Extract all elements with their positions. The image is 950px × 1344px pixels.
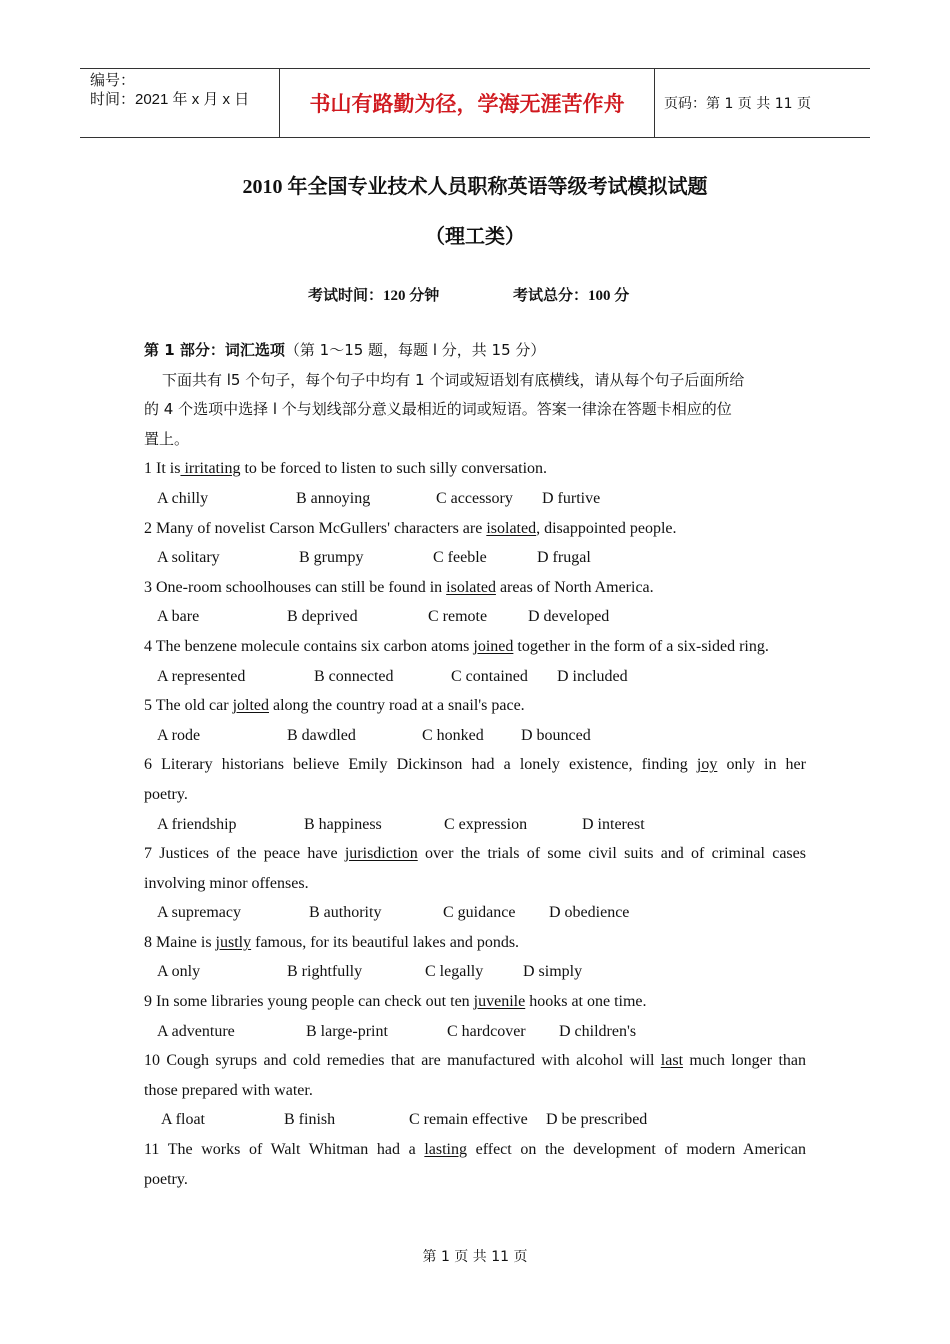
question-10 (144, 1046, 806, 1076)
id-label: 编号： (90, 72, 136, 89)
question-7 (144, 839, 806, 869)
underlined-word: isolated (446, 578, 496, 596)
page-footer: 第 1 页 共 11 页 (422, 1249, 528, 1265)
question-continuation: poetry. (144, 785, 188, 803)
question-8 (144, 928, 806, 958)
option-b: B rightfully (287, 963, 363, 981)
option-d: D developed (528, 608, 610, 626)
option-c: C legally (425, 963, 484, 981)
question-3 (144, 573, 806, 603)
option-d: D obedience (549, 904, 630, 922)
question-6 (144, 750, 806, 780)
option-c: C guidance (443, 904, 516, 922)
options-row (144, 810, 806, 840)
option-b: B large-print (306, 1022, 388, 1040)
question-5 (144, 691, 806, 721)
underlined-word: irritating (180, 460, 241, 478)
option-d: D included (557, 667, 628, 685)
question-text: 2 Many of novelist Carson McGullers' characters are (144, 519, 487, 537)
underlined-word: justly (215, 933, 252, 951)
document-header (80, 68, 870, 138)
option-a: A supremacy (157, 904, 241, 922)
options-row (144, 898, 806, 928)
question-text: 3 One-room schoolhouses can still be found in (144, 578, 447, 596)
option-b: B finish (284, 1111, 336, 1129)
option-b: B dawdled (287, 726, 356, 744)
header-page-info: 页码：第 1 页 共 11 页 (664, 96, 811, 112)
question-4 (144, 632, 806, 662)
question-continuation: those prepared with water. (144, 1081, 313, 1099)
option-c: C hardcover (447, 1022, 526, 1040)
section-heading: 第 1 部分：词汇选项 (144, 341, 285, 359)
underlined-word: lasting (424, 1141, 467, 1159)
underlined-word: jurisdiction (344, 845, 418, 863)
question-text: 4 The benzene molecule contains six carbon atoms (144, 637, 474, 655)
option-a: A chilly (157, 489, 209, 507)
question-text: 8 Maine is (144, 933, 216, 951)
option-d: D children's (559, 1022, 637, 1040)
instruction-line: 置上。 (144, 429, 190, 448)
option-d: D simply (523, 963, 583, 981)
option-b: B grumpy (299, 549, 364, 567)
underlined-word: juvenile (473, 993, 526, 1011)
option-c: C expression (444, 815, 528, 833)
underlined-word: isolated (486, 519, 537, 537)
question-text: 5 The old car (144, 697, 233, 715)
exam-score: 考试总分：100 分 (513, 288, 630, 304)
option-d: D be prescribed (546, 1111, 648, 1129)
option-a: A represented (157, 667, 246, 685)
option-d: D furtive (542, 489, 601, 507)
question-continuation: involving minor offenses. (144, 874, 309, 892)
option-c: C remote (428, 608, 488, 626)
question-text: 1 It is (144, 460, 181, 478)
options-row (144, 957, 806, 987)
option-b: B authority (309, 904, 382, 922)
options-row (144, 543, 806, 573)
options-row (144, 721, 806, 751)
underlined-word: joy (696, 756, 718, 774)
underlined-word: last (660, 1052, 684, 1070)
document-body (144, 336, 806, 1194)
option-a: A float (161, 1111, 205, 1129)
options-row (144, 1017, 806, 1047)
option-b: B annoying (296, 489, 371, 507)
document-title: 2010 年全国专业技术人员职称英语等级考试模拟试题 (242, 176, 708, 198)
option-c: C contained (451, 667, 528, 685)
options-row (144, 1105, 806, 1135)
option-c: C accessory (436, 489, 513, 507)
options-row (144, 484, 806, 514)
question-text: areas of North America. (495, 578, 654, 596)
question-text: 9 In some libraries young people can check out ten (144, 993, 474, 1011)
option-a: A bare (157, 608, 200, 626)
options-row (144, 662, 806, 692)
question-1 (144, 454, 806, 484)
question-text: famous, for its beautiful lakes and ponds. (251, 933, 520, 951)
instruction-line: 下面共有 l5 个句子，每个句子中均有 1 个词或短语划有底横线，请从每个句子后面所给 (162, 370, 745, 389)
section-heading-note: （第 1～15 题，每题 l 分，共 15 分） (284, 341, 546, 359)
section-heading-line (144, 336, 806, 366)
option-b: B connected (314, 667, 394, 685)
question-text: hooks at one time. (525, 993, 647, 1011)
option-a: A only (157, 963, 201, 981)
underlined-word: jolted (232, 697, 269, 715)
option-a: A adventure (157, 1022, 235, 1040)
document-subtitle: （理工类） (425, 226, 525, 248)
option-d: D frugal (537, 549, 591, 567)
question-11 (144, 1135, 806, 1165)
question-text: to be forced to listen to such silly conversation. (240, 460, 548, 478)
underlined-word: joined (473, 637, 514, 655)
option-c: C honked (422, 726, 484, 744)
question-text: , disappointed people. (536, 519, 677, 537)
question-text: along the country road at a snail's pace. (269, 697, 525, 715)
question-text: 11 The works of Walt Whitman had a (144, 1141, 425, 1159)
option-a: A solitary (157, 549, 220, 567)
options-row (144, 602, 806, 632)
option-d: D interest (582, 815, 645, 833)
question-text: together in the form of a six-sided ring. (513, 637, 769, 655)
instruction-line: 的 4 个选项中选择 l 个与划线部分意义最相近的词或短语。答案一律涂在答题卡相应的位 (144, 400, 732, 419)
question-text: 6 Literary historians believe Emily Dickinson had a lonely existence, finding (144, 756, 697, 774)
question-text: effect on the development of modern American (467, 1141, 807, 1159)
option-d: D bounced (521, 726, 591, 744)
question-continuation: poetry. (144, 1170, 188, 1188)
exam-time: 考试时间：120 分钟 (308, 288, 440, 304)
option-a: A friendship (157, 815, 237, 833)
header-motto: 书山有路勤为径，学海无涯苦作舟 (280, 69, 655, 137)
question-text: 10 Cough syrups and cold remedies that are manufactured with alcohol will (144, 1052, 661, 1070)
question-9 (144, 987, 806, 1017)
question-2 (144, 514, 806, 544)
option-c: C feeble (433, 549, 487, 567)
question-text: over the trials of some civil suits and of criminal cases (417, 845, 806, 863)
option-b: B happiness (304, 815, 382, 833)
question-text: much longer than (683, 1052, 806, 1070)
question-text: 7 Justices of the peace have (144, 845, 345, 863)
header-meta-cell (80, 69, 280, 137)
option-c: C remain effective (409, 1111, 528, 1129)
option-b: B deprived (287, 608, 358, 626)
question-text: only in her (717, 756, 806, 774)
option-a: A rode (157, 726, 201, 744)
time-label: 时间：2021 年 x 月 x 日 (90, 91, 250, 108)
